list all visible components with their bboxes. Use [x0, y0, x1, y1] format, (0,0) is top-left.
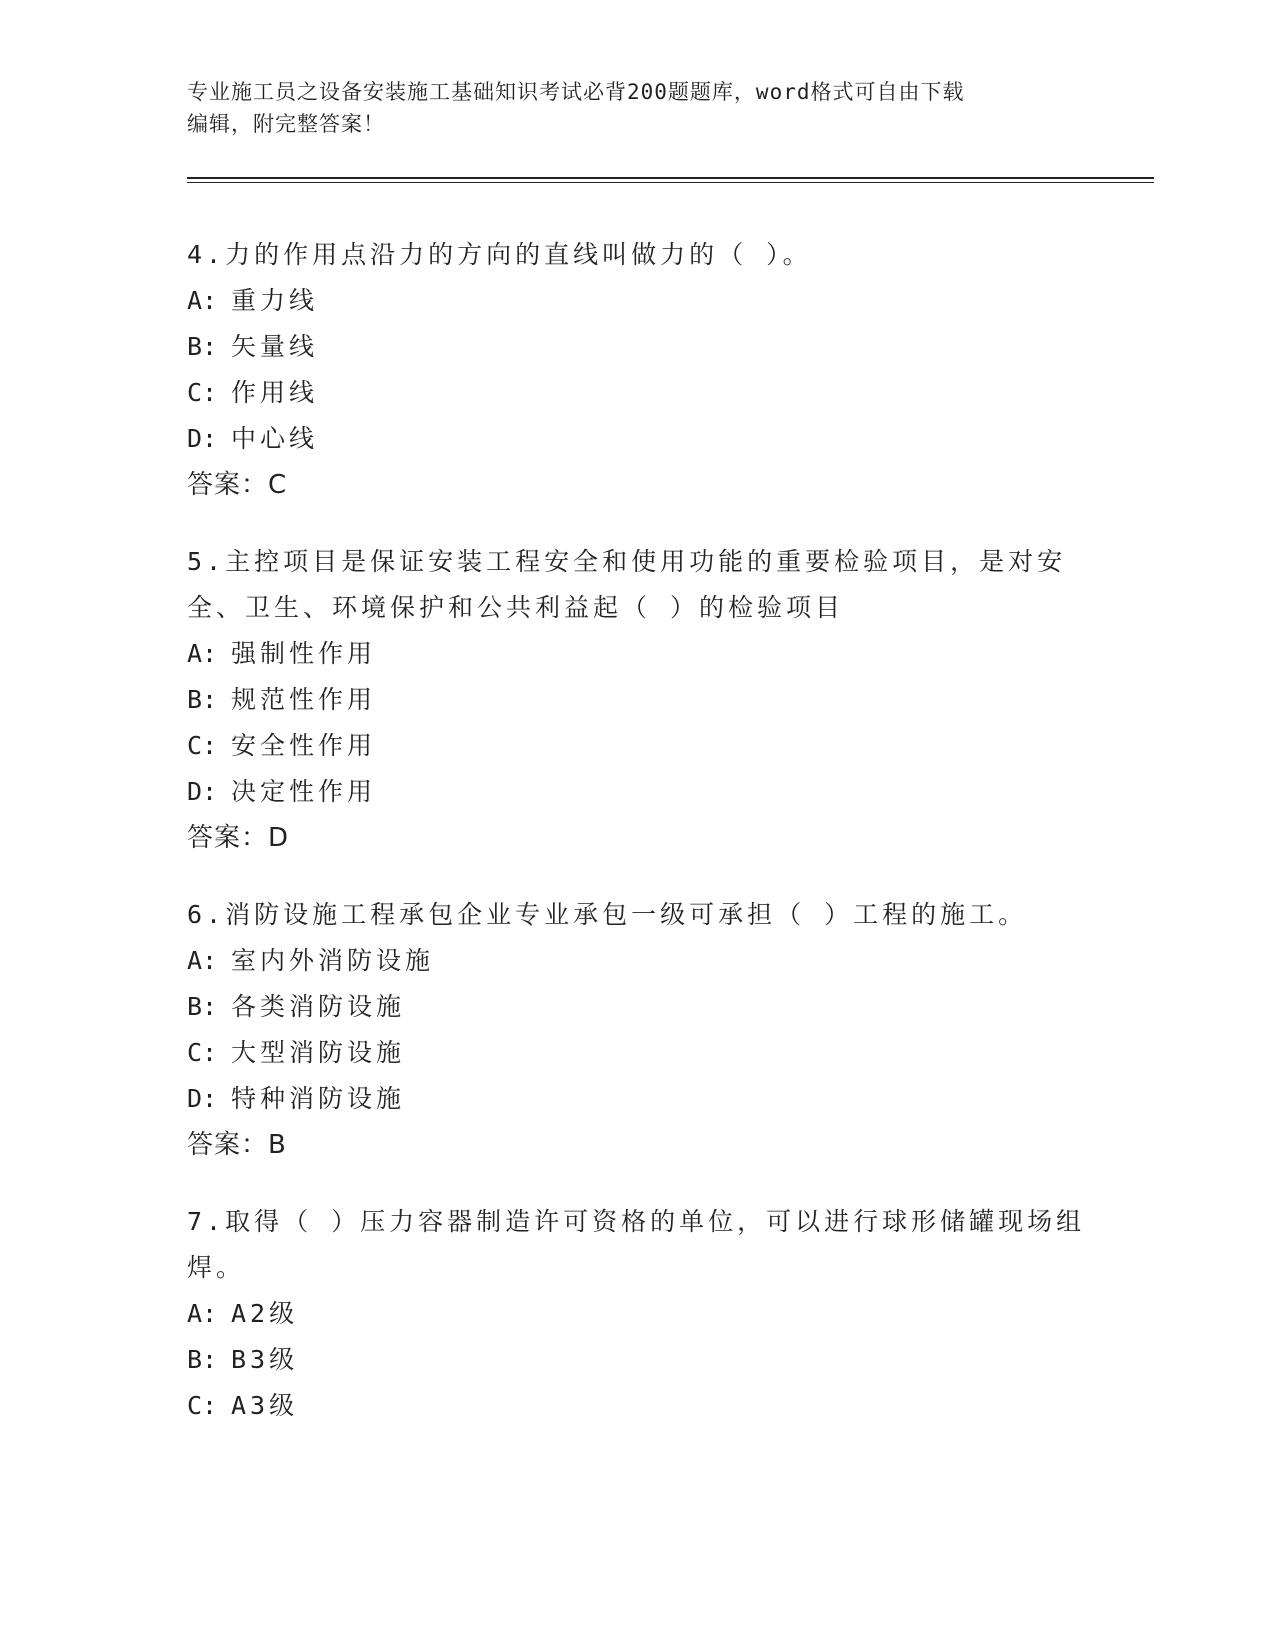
question-block: [187, 1199, 1087, 1429]
option-key: B:: [187, 1345, 218, 1374]
option-key: A:: [187, 1299, 218, 1328]
option-text: 特种消防设施: [231, 1084, 406, 1113]
question-block: [187, 232, 1087, 508]
answer-option: [187, 370, 1087, 416]
document-header: [187, 76, 1067, 140]
option-key: B:: [187, 332, 218, 361]
answer-key: 答案：C: [187, 470, 288, 500]
option-text: 强制性作用: [231, 639, 377, 668]
option-text: B3级: [231, 1345, 299, 1374]
option-key: C:: [187, 731, 218, 760]
option-text: 重力线: [231, 286, 319, 315]
option-text: 安全性作用: [231, 731, 377, 760]
question-block: [187, 539, 1087, 861]
option-key: C:: [187, 378, 218, 407]
answer-option: [187, 416, 1087, 462]
option-text: 作用线: [231, 378, 319, 407]
answer-option: [187, 324, 1087, 370]
answer-option: [187, 1030, 1087, 1076]
answer-option: [187, 1337, 1087, 1383]
question-stem: 5.主控项目是保证安装工程安全和使用功能的重要检验项目，是对安: [187, 547, 1067, 576]
answer-option: [187, 938, 1087, 984]
answer-key: 答案：B: [187, 1130, 287, 1160]
option-key: C:: [187, 1391, 218, 1420]
answer-option: [187, 278, 1087, 324]
option-text: 矢量线: [231, 332, 319, 361]
option-text: 规范性作用: [231, 685, 377, 714]
question-block: [187, 892, 1087, 1168]
option-text: 各类消防设施: [231, 992, 406, 1021]
option-text: 决定性作用: [231, 777, 377, 806]
header-title-line-2: 编辑，附完整答案！: [187, 112, 385, 136]
option-text: 大型消防设施: [231, 1038, 406, 1067]
answer-option: [187, 677, 1087, 723]
option-key: A:: [187, 286, 218, 315]
answer-option: [187, 1291, 1087, 1337]
question-stem: 4.力的作用点沿力的方向的直线叫做力的（ ）。: [187, 240, 812, 269]
question-list: [187, 232, 1087, 1460]
answer-key: 答案：D: [187, 823, 290, 853]
option-key: B:: [187, 992, 218, 1021]
option-text: A2级: [231, 1299, 299, 1328]
answer-option: [187, 984, 1087, 1030]
option-text: 室内外消防设施: [231, 946, 435, 975]
option-key: D:: [187, 1084, 218, 1113]
question-stem: 焊。: [187, 1253, 246, 1282]
option-key: C:: [187, 1038, 218, 1067]
header-divider-thin: [187, 182, 1154, 183]
answer-option: [187, 1076, 1087, 1122]
answer-option: [187, 1383, 1087, 1429]
answer-option: [187, 723, 1087, 769]
answer-option: [187, 769, 1087, 815]
option-key: D:: [187, 424, 218, 453]
question-stem: 6.消防设施工程承包企业专业承包一级可承担（ ）工程的施工。: [187, 900, 1028, 929]
option-key: D:: [187, 777, 218, 806]
option-text: 中心线: [231, 424, 319, 453]
answer-option: [187, 631, 1087, 677]
option-text: A3级: [231, 1391, 299, 1420]
option-key: B:: [187, 685, 218, 714]
option-key: A:: [187, 946, 218, 975]
option-key: A:: [187, 639, 218, 668]
question-stem: 7.取得（ ）压力容器制造许可资格的单位，可以进行球形储罐现场组: [187, 1207, 1086, 1236]
header-divider-thick: [187, 177, 1154, 179]
question-stem: 全、卫生、环境保护和公共利益起（ ）的检验项目: [187, 593, 845, 622]
header-title-line-1: 专业施工员之设备安装施工基础知识考试必背200题题库，word格式可自由下载: [187, 80, 965, 104]
